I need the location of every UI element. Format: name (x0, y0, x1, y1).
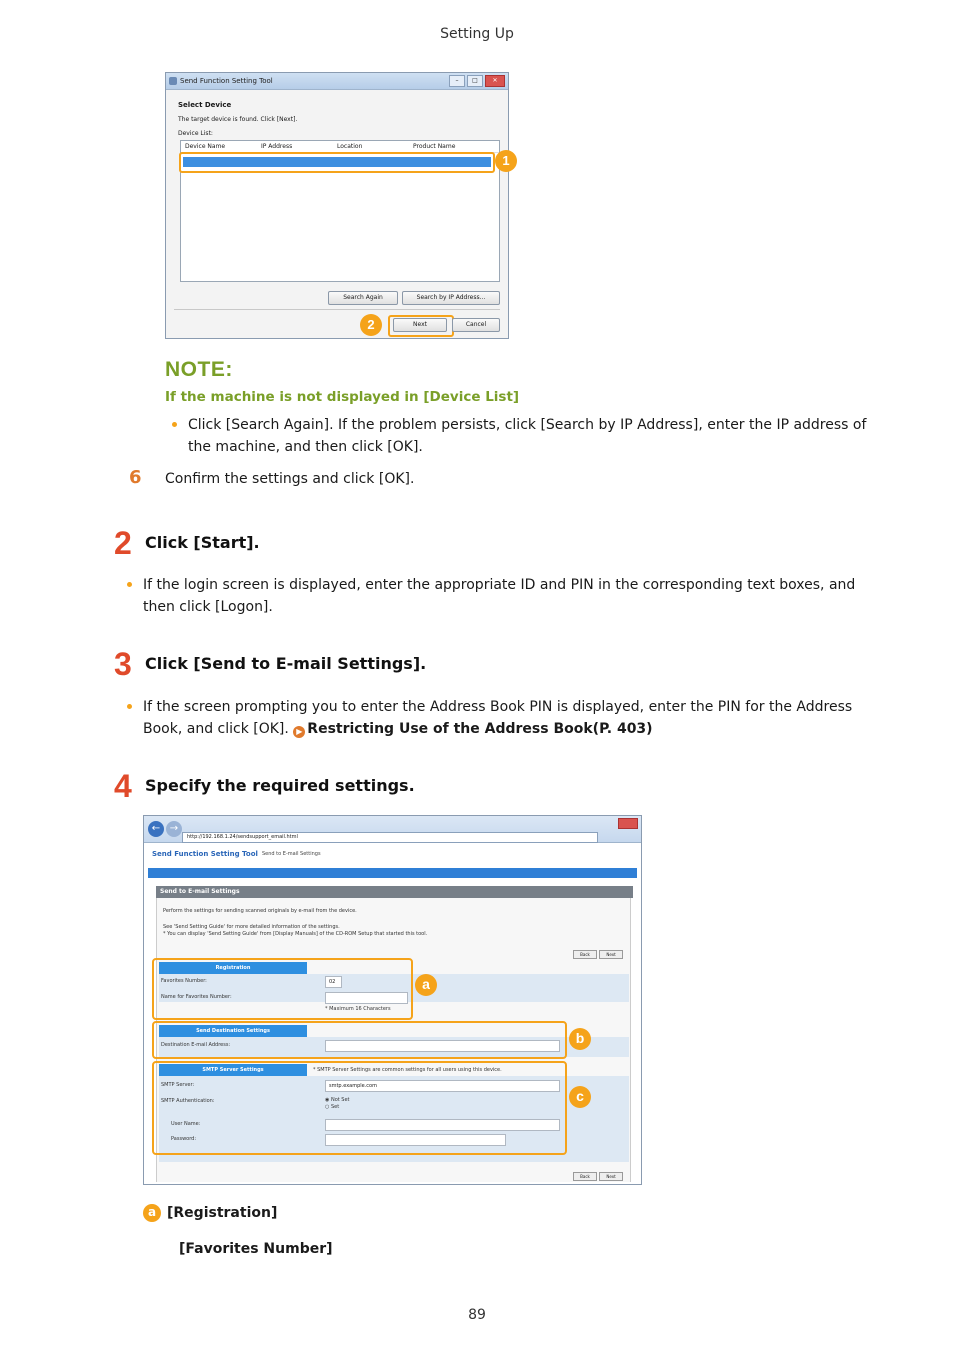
back-button[interactable]: Back (573, 950, 597, 959)
dialog-heading: Select Device (178, 101, 232, 109)
step-2-title: Click [Start]. (145, 533, 260, 552)
dialog-message: The target device is found. Click [Next]. (178, 116, 298, 123)
user-name-label: User Name: (171, 1121, 201, 1127)
cancel-button[interactable]: Cancel (452, 318, 500, 332)
max-characters-note: * Maximum 16 Characters (325, 1006, 391, 1012)
step-3-title: Click [Send to E-mail Settings]. (145, 654, 427, 673)
search-by-ip-button[interactable]: Search by IP Address... (402, 291, 500, 305)
step-3-bullet-text: If the screen prompting you to enter the Address Book PIN is displayed, enter the PIN for the Address Book, and click [OK]. (143, 699, 853, 737)
destination-email-label: Destination E-mail Address: (161, 1042, 231, 1048)
legend-badge-a: a (143, 1204, 161, 1222)
app-subtitle: Send to E-mail Settings (262, 851, 321, 857)
col-ip-address: IP Address (261, 143, 293, 150)
col-location: Location (337, 143, 363, 150)
favorites-name-label: Name for Favorites Number: (161, 994, 232, 1000)
bullet-icon (127, 704, 132, 709)
step-3-number: 3 (114, 646, 132, 682)
favorites-number-select[interactable]: 02 (325, 976, 342, 988)
divider (174, 309, 500, 310)
window-title: Send Function Setting Tool (180, 77, 273, 85)
step-6-text: Confirm the settings and click [OK]. (165, 471, 415, 487)
close-icon[interactable]: ✕ (485, 75, 505, 87)
col-device-name: Device Name (185, 143, 226, 150)
callout-badge-1: 1 (495, 150, 517, 172)
device-list-label: Device List: (178, 130, 213, 137)
search-again-button[interactable]: Search Again (328, 291, 398, 305)
step-2-number: 2 (114, 525, 132, 561)
col-product-name: Product Name (413, 143, 456, 150)
smtp-server-field[interactable]: smtp.example.com (325, 1080, 560, 1092)
legend-registration: [Registration] (167, 1205, 278, 1221)
note-bullet-text: Click [Search Again]. If the problem persists, click [Search by IP Address], enter the IP address of the machine, and then click [OK]. (188, 417, 867, 455)
app-icon (169, 77, 177, 85)
address-book-link[interactable]: Restricting Use of the Address Book(P. 403) (307, 721, 653, 737)
callout-highlight-c (152, 1061, 567, 1155)
callout-highlight-b (152, 1021, 567, 1059)
callout-badge-b: b (569, 1028, 591, 1050)
send-destination-header: Send Destination Settings (159, 1025, 307, 1037)
smtp-header: SMTP Server Settings (159, 1064, 307, 1076)
section-title: Send to E-mail Settings (156, 886, 633, 898)
step-6-number: 6 (129, 467, 142, 488)
description-2: See 'Send Setting Guide' for more detailed information of the settings. (163, 924, 340, 930)
callout-highlight-1 (179, 152, 495, 173)
step-4-title: Specify the required settings. (145, 776, 415, 795)
email-settings-screenshot (143, 815, 642, 1185)
registration-header: Registration (159, 962, 307, 974)
select-device-screenshot (165, 72, 509, 339)
breadcrumb-bar (148, 868, 637, 878)
note-title: NOTE: (165, 358, 233, 381)
radio-not-set-label: Not Set (330, 1097, 350, 1103)
callout-badge-c: c (569, 1086, 591, 1108)
next-button[interactable]: Next (393, 318, 447, 332)
link-arrow-icon: ▶ (293, 726, 305, 738)
step-3-bullet (143, 696, 883, 740)
smtp-note: * SMTP Server Settings are common settings for all users using this device. (313, 1067, 502, 1073)
smtp-server-label: SMTP Server: (161, 1082, 195, 1088)
password-label: Password: (171, 1136, 197, 1142)
callout-badge-a: a (415, 974, 437, 996)
minimize-icon[interactable]: – (449, 75, 465, 87)
close-icon[interactable] (618, 818, 638, 829)
radio-set-label: Set (330, 1104, 340, 1110)
window-titlebar (166, 73, 508, 90)
radio-not-set[interactable]: ◉ Not Set (325, 1097, 350, 1103)
description-3: * You can display 'Send Setting Guide' from [Display Manuals] of the CD-ROM Setup that started this tool. (163, 931, 428, 937)
legend-favorites-number: [Favorites Number] (179, 1241, 333, 1257)
bullet-icon (172, 422, 177, 427)
note-subtitle: If the machine is not displayed in [Device List] (165, 389, 520, 405)
page-number: 89 (468, 1307, 486, 1323)
step-2-bullet: If the login screen is displayed, enter the appropriate ID and PIN in the corresponding text boxes, and then click [Logon]. (143, 577, 856, 615)
address-bar[interactable]: http://192.168.1.24/sendsupport_email.html (182, 832, 598, 843)
back-button-bottom[interactable]: Back (573, 1172, 597, 1181)
browser-toolbar (144, 816, 641, 843)
callout-highlight-a (152, 958, 413, 1020)
page-header: Setting Up (440, 26, 514, 42)
next-button-bottom[interactable]: Next (599, 1172, 623, 1181)
smtp-auth-label: SMTP Authentication: (161, 1098, 215, 1104)
step-4-number: 4 (114, 768, 132, 804)
radio-set[interactable]: ○ Set (325, 1104, 340, 1110)
next-button[interactable]: Next (599, 950, 623, 959)
description-1: Perform the settings for sending scanned originals by e-mail from the device. (163, 908, 357, 914)
maximize-icon[interactable]: □ (467, 75, 483, 87)
bullet-icon (127, 582, 132, 587)
back-arrow-icon[interactable]: ← (148, 821, 164, 837)
app-title: Send Function Setting Tool (152, 850, 258, 858)
callout-badge-2: 2 (360, 314, 382, 336)
forward-arrow-icon[interactable]: → (166, 821, 182, 837)
favorites-number-label: Favorites Number: (161, 978, 207, 984)
